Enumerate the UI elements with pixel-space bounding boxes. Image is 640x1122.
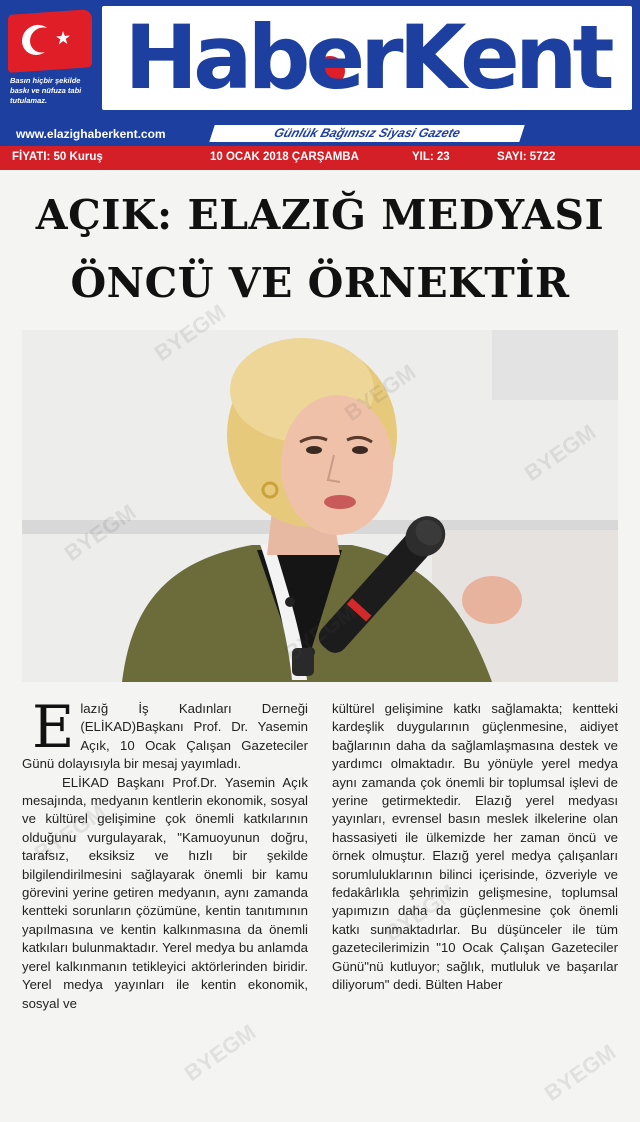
- portrait-illustration: [22, 330, 618, 682]
- headline-line-1: AÇIK: ELAZIĞ MEDYASI: [35, 191, 605, 239]
- year: YIL: 23: [412, 151, 450, 163]
- headline-line-2: ÖNCÜ VE ÖRNEKTİR: [70, 259, 570, 307]
- issue-date: 10 OCAK 2018 ÇARŞAMBA: [210, 151, 359, 163]
- article-column-2: [332, 700, 618, 995]
- url-bar: [0, 122, 640, 146]
- article-paragraph-2: ELİKAD Başkanı Prof.Dr. Yasemin Açık mesajında, medyanın kentlerin ekonomik, sosyal ve kültürel gelişimine çok önemli katkılarının olduğunu vurgulayarak, "Kamuoyunun doğru, tarafsız, eksiksiz ve hızlı bir şekilde bilgilendirilmesini sağlayarak önemli bir kamu görevini yerine getiren medyanın, aynı zamanda kentteki sorunların çözümüne, kentin tanıtımının yapılmasına ve kentin kalkınmasına da önemli katkıları bulunmaktadır. Yerel medya bu anlamda yerel kalkınmanın tetikleyici aktörlerinden biridir. Yerel medya yayınları ile kentin ekonomik, sosyal ve: [22, 774, 308, 1011]
- website-link[interactable]: www.elazighaberkent.com: [16, 127, 166, 141]
- article-paragraph-3: kültürel gelişimine katkı sağlamakta; kentteki kardeşlik duygularının güçlenmesine, aidiyet bağlarının daha da sağlamlaşmasına destek ve yardımcı olmaktadır. Bu yönüyle yerel medya aynı zamanda çok önemli bir toplumsal işlevi de yerine getirmektedir. Elazığ yerel medyası yayınları, evrensel basın meslek ilkelerine olan hassasiyeti ile ülkemizde her zaman öncü ve örnek olmuştur. Elazığ yerel medya çalışanları sorumluluklarının bilinci içerisinde, özveriyle ve fedakârlıkla şehrimizin gelişmesine, toplumsal yapımızın daha da güçlenmesine çok önemli katkı sunmaktadırlar. Bu düşünceler ile tüm gazetecilerimizin "10 Ocak Çalışan Gazeteciler Günü"nü kutluyor; sağlık, mutluluk ve başarılar diliyorum" dedi. Bülten Haber: [332, 701, 618, 993]
- newspaper-logo: [102, 6, 632, 110]
- masthead: [0, 0, 640, 122]
- article-column-1: [22, 693, 308, 1013]
- drop-cap: E: [32, 693, 75, 761]
- issue-info-bar: [0, 146, 640, 170]
- turkish-flag-icon: ★: [8, 9, 92, 73]
- paragraph-1-text: lazığ İş Kadınları Derneği (ELİKAD)Başkanı Prof. Dr. Yasemin Açık, 10 Ocak Çalışan Gazeteciler Günü dolayısıyla bir mesaj yayımladı.: [22, 701, 308, 772]
- tagline: Günlük Bağımsız Siyasi Gazete: [209, 125, 525, 142]
- watermark: BYEGM: [539, 1039, 621, 1106]
- masthead-motto: Basın hiçbir şekilde baskı ve nüfuza tabi tutulamaz.: [10, 76, 82, 105]
- flag-logo: [8, 12, 94, 112]
- article-paragraph-1: [22, 693, 308, 774]
- watermark: BYEGM: [379, 879, 461, 946]
- price: FİYATI: 50 Kuruş: [12, 151, 103, 163]
- newspaper-name: HaberKent: [124, 6, 610, 109]
- speaker-photo: [22, 330, 618, 682]
- issue-number: SAYI: 5722: [497, 151, 556, 163]
- watermark: BYEGM: [179, 1019, 261, 1086]
- watermark: BYEGM: [29, 799, 111, 866]
